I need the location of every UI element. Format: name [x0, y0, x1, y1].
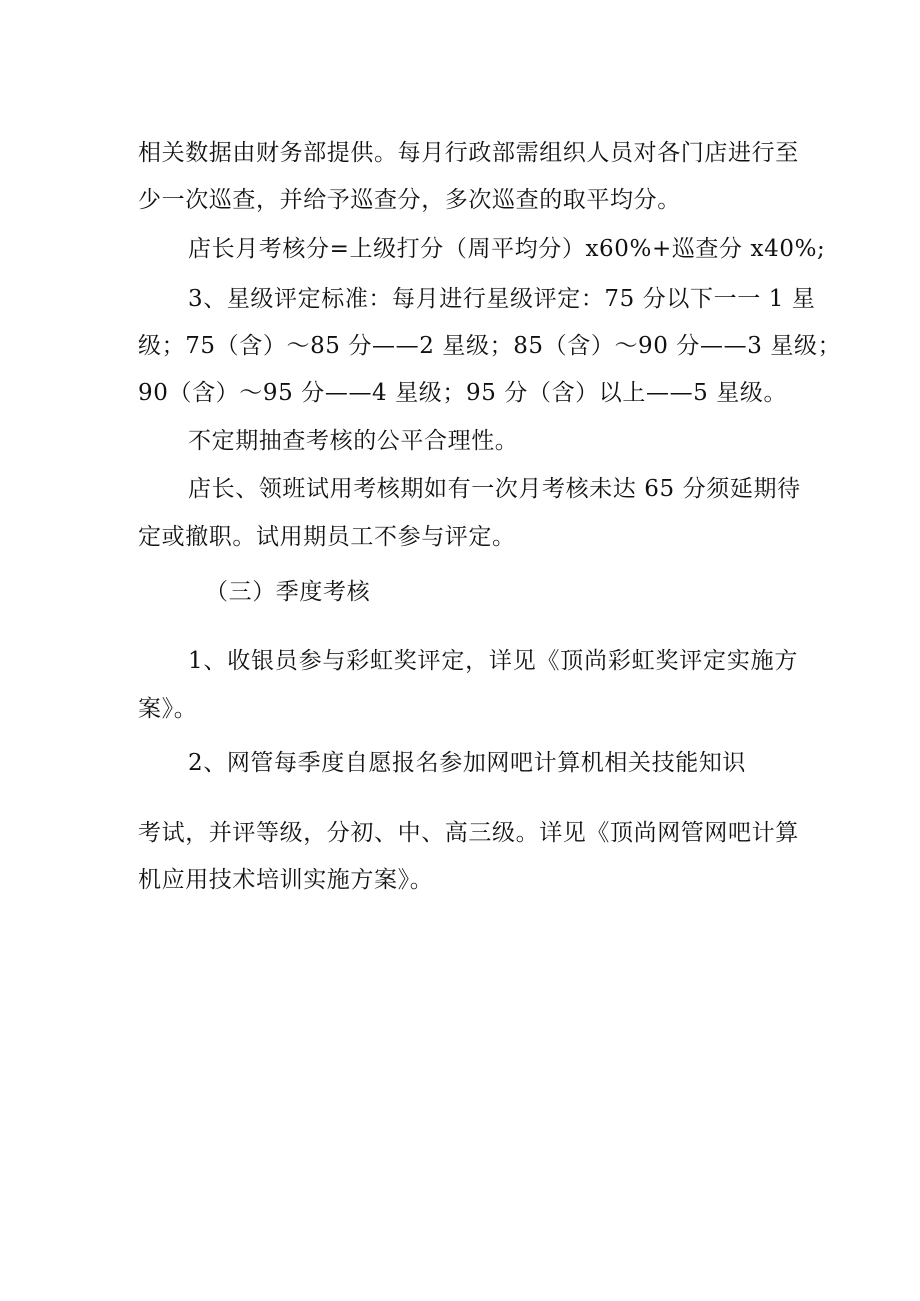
section-heading: （三）季度考核	[205, 579, 371, 605]
paragraph-line: 相关数据由财务部提供。每月行政部需组织人员对各门店进行至	[138, 140, 799, 166]
paragraph-line: 2、网管每季度自愿报名参加网吧计算机相关技能知识	[188, 750, 747, 776]
paragraph-line: 级；75（含）～85 分——2 星级；85（含）～90 分——3 星级；	[138, 333, 842, 359]
paragraph-line: 店长、领班试用考核期如有一次月考核未达 65 分须延期待	[188, 476, 801, 502]
paragraph-line: 考试，并评等级，分初、中、高三级。详见《顶尚网管网吧计算	[138, 820, 799, 846]
paragraph-line: 1、收银员参与彩虹奖评定，详见《顶尚彩虹奖评定实施方	[188, 648, 798, 674]
paragraph-line: 90（含）～95 分——4 星级；95 分（含）以上——5 星级。	[138, 380, 788, 406]
paragraph-line: 不定期抽查考核的公平合理性。	[188, 428, 519, 454]
paragraph-line: 少一次巡查，并给予巡查分，多次巡查的取平均分。	[138, 187, 681, 213]
paragraph-line: 案》。	[138, 696, 198, 722]
paragraph-line: 定或撤职。试用期员工不参与评定。	[138, 524, 516, 550]
paragraph-line: 3、星级评定标准：每月进行星级评定：75 分以下一一 1 星	[188, 286, 816, 312]
paragraph-line: 机应用技术培训实施方案》。	[138, 867, 434, 893]
paragraph-line: 店长月考核分=上级打分（周平均分）x60%+巡查分 x40%;	[188, 236, 826, 262]
